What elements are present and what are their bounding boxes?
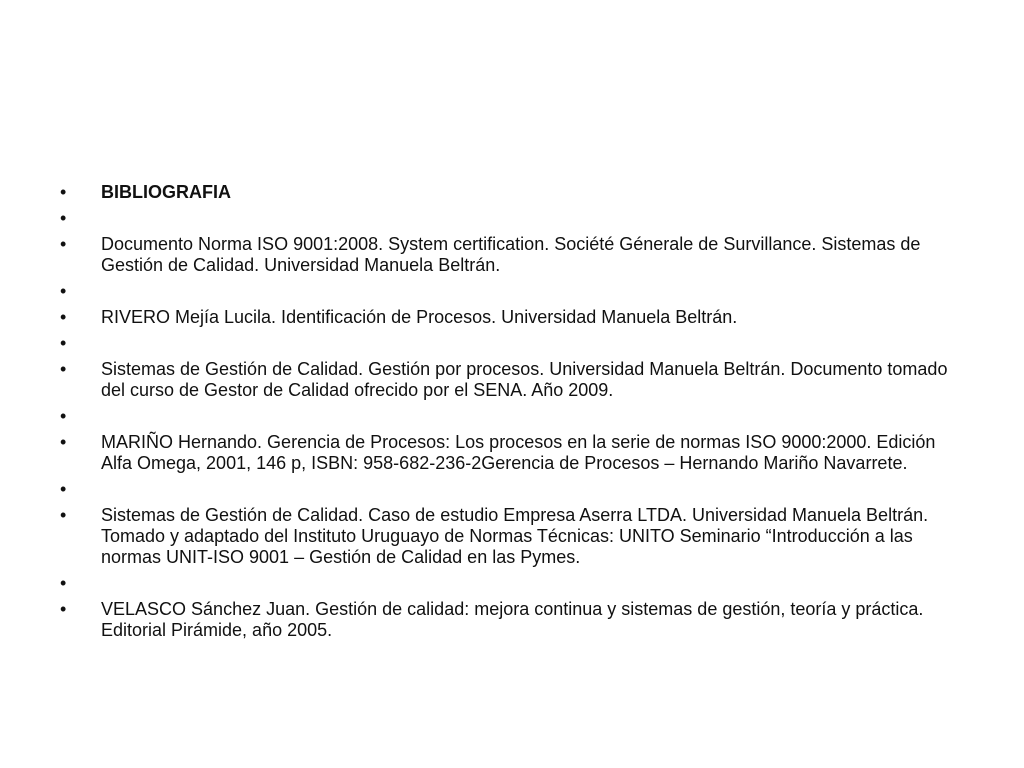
reference-text: VELASCO Sánchez Juan. Gestión de calidad: mejora continua y sistemas de gestión, teoría y práctica. Editorial Pirámide, año 2005. (101, 599, 924, 640)
reference-text: MARIÑO Hernando. Gerencia de Procesos: Los procesos en la serie de normas ISO 9000:2000. Edición Alfa Omega, 2001, 146 p, ISBN: 958-682-236-2Gerencia de Procesos – Hernando Mariño Navarrete. (101, 432, 936, 473)
bullet-icon: • (60, 234, 67, 254)
list-item-reference (60, 234, 960, 276)
bullet-icon: • (60, 182, 67, 202)
list-item-reference (60, 432, 960, 474)
list-item-reference (60, 505, 960, 568)
bullet-icon: • (60, 406, 67, 426)
list-item-empty (60, 479, 960, 500)
bullet-icon: • (60, 573, 67, 593)
bullet-icon: • (60, 599, 67, 619)
list-item-reference (60, 599, 960, 641)
bibliography-heading: BIBLIOGRAFIA (101, 182, 231, 202)
list-item-empty (60, 573, 960, 594)
list-item-heading (60, 182, 960, 203)
bullet-icon: • (60, 505, 67, 525)
bibliography-list (60, 182, 960, 646)
bullet-icon: • (60, 281, 67, 301)
reference-text: Sistemas de Gestión de Calidad. Gestión por procesos. Universidad Manuela Beltrán. Documento tomado del curso de Gestor de Calidad ofrecido por el SENA. Año 2009. (101, 359, 948, 400)
list-item-reference (60, 307, 960, 328)
reference-text: Sistemas de Gestión de Calidad. Caso de estudio Empresa Aserra LTDA. Universidad Manuela Beltrán. Tomado y adaptado del Instituto Uruguayo de Normas Técnicas: UNITO Seminario “Introducción a las normas UNIT-ISO 9001 – Gestión de Calidad en las Pymes. (101, 505, 929, 567)
list-item-reference (60, 359, 960, 401)
bullet-icon: • (60, 333, 67, 353)
bullet-icon: • (60, 359, 67, 379)
bullet-icon: • (60, 208, 67, 228)
list-item-empty (60, 333, 960, 354)
list-item-empty (60, 281, 960, 302)
bullet-icon: • (60, 307, 67, 327)
bullet-icon: • (60, 479, 67, 499)
reference-text: RIVERO Mejía Lucila. Identificación de Procesos. Universidad Manuela Beltrán. (101, 307, 738, 327)
list-item-empty (60, 208, 960, 229)
bullet-icon: • (60, 432, 67, 452)
reference-text: Documento Norma ISO 9001:2008. System certification. Société Génerale de Survillance. Sistemas de Gestión de Calidad. Universidad Manuela Beltrán. (101, 234, 921, 275)
list-item-empty (60, 406, 960, 427)
